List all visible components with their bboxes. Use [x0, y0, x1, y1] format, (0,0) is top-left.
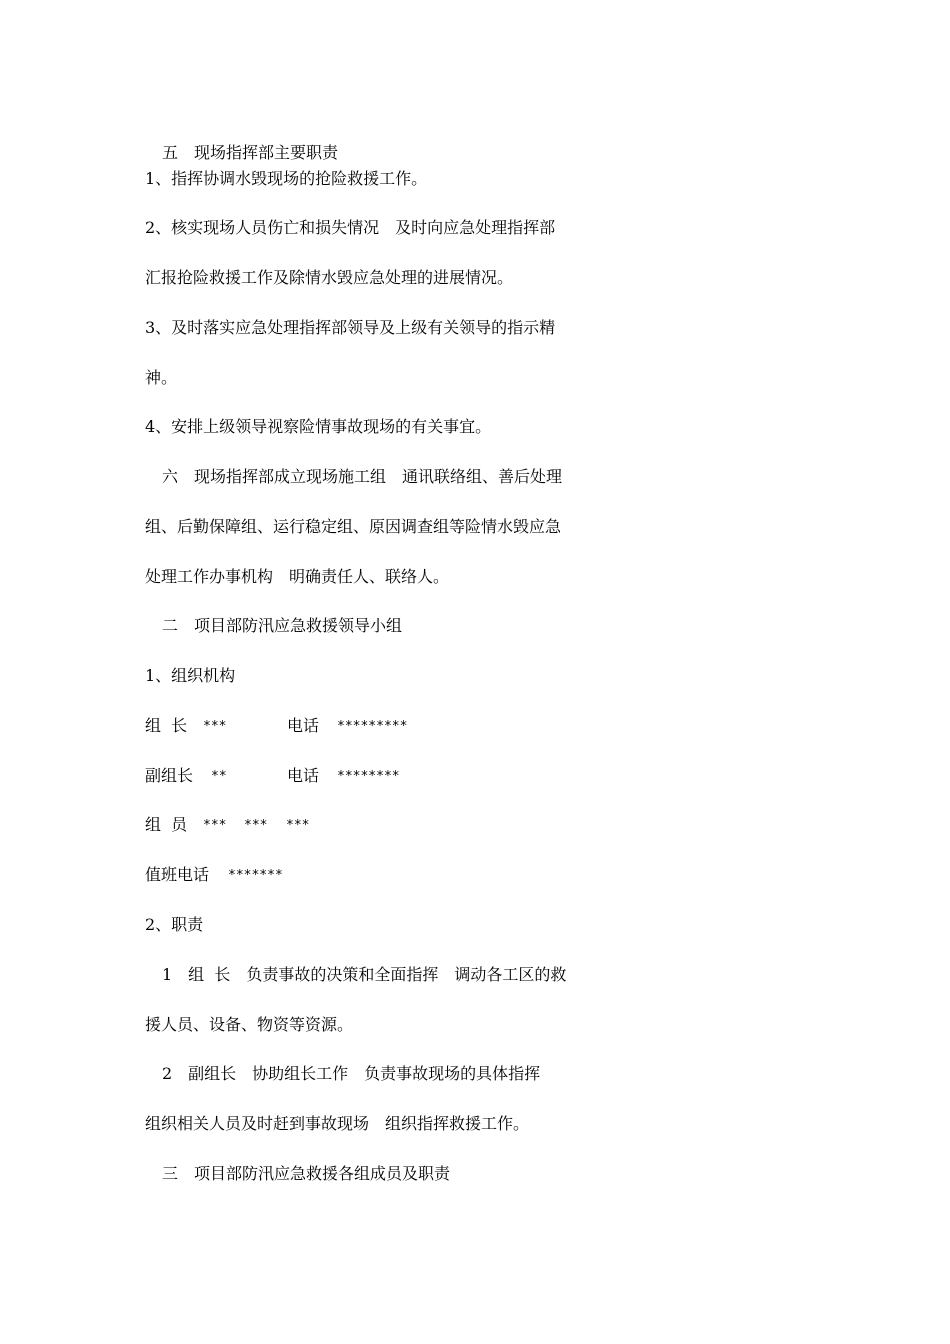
- leader-phone-label: 电话: [287, 716, 320, 735]
- duty-phone-label: 值班电话: [145, 865, 210, 884]
- section-heading-5: 五 现场指挥部主要职责: [162, 143, 339, 162]
- leader-label: 组 长: [145, 716, 188, 735]
- members-label: 组 员: [145, 815, 188, 834]
- member-3: ***: [286, 818, 310, 833]
- section-heading-3: 三 项目部防汛应急救援各组成员及职责: [162, 1164, 451, 1183]
- paragraph-line: 组织相关人员及时赶到事故现场 组织指挥救援工作。: [145, 1114, 530, 1133]
- leader-name: ***: [203, 719, 227, 734]
- paragraph-line: 汇报抢险救援工作及除情水毁应急处理的进展情况。: [145, 268, 514, 287]
- paragraph-line: 4、安排上级领导视察险情事故现场的有关事宜。: [145, 417, 492, 436]
- paragraph-line: 2、核实现场人员伤亡和损失情况 及时向应急处理指挥部: [145, 218, 556, 237]
- paragraph-line: 处理工作办事机构 明确责任人、联络人。: [145, 567, 450, 586]
- section-heading-6: 六 现场指挥部成立现场施工组 通讯联络组、善后处理: [162, 467, 563, 486]
- section-heading-2: 二 项目部防汛应急救援领导小组: [162, 616, 403, 635]
- member-2: ***: [244, 818, 268, 833]
- deputy-phone: ********: [337, 769, 400, 784]
- leader-phone: *********: [337, 719, 408, 734]
- paragraph-line: 1、指挥协调水毁现场的抢险救援工作。: [145, 169, 428, 188]
- paragraph-line: 1、组织机构: [145, 666, 236, 685]
- duty-phone: *******: [228, 868, 283, 883]
- paragraph-line: 2、职责: [145, 915, 204, 934]
- deputy-label: 副组长: [145, 766, 194, 785]
- paragraph-line: 援人员、设备、物资等资源。: [145, 1015, 354, 1034]
- paragraph-line: 组、后勤保障组、运行稳定组、原因调查组等险情水毁应急: [145, 517, 562, 536]
- deputy-phone-label: 电话: [287, 766, 320, 785]
- paragraph-line: 3、及时落实应急处理指挥部领导及上级有关领导的指示精: [145, 318, 556, 337]
- paragraph-line: 神。: [145, 368, 178, 387]
- paragraph-line: 1 组 长 负责事故的决策和全面指挥 调动各工区的救: [162, 965, 567, 984]
- paragraph-line: 2 副组长 协助组长工作 负责事故现场的具体指挥: [162, 1064, 541, 1083]
- member-1: ***: [203, 818, 227, 833]
- deputy-name: **: [211, 769, 227, 784]
